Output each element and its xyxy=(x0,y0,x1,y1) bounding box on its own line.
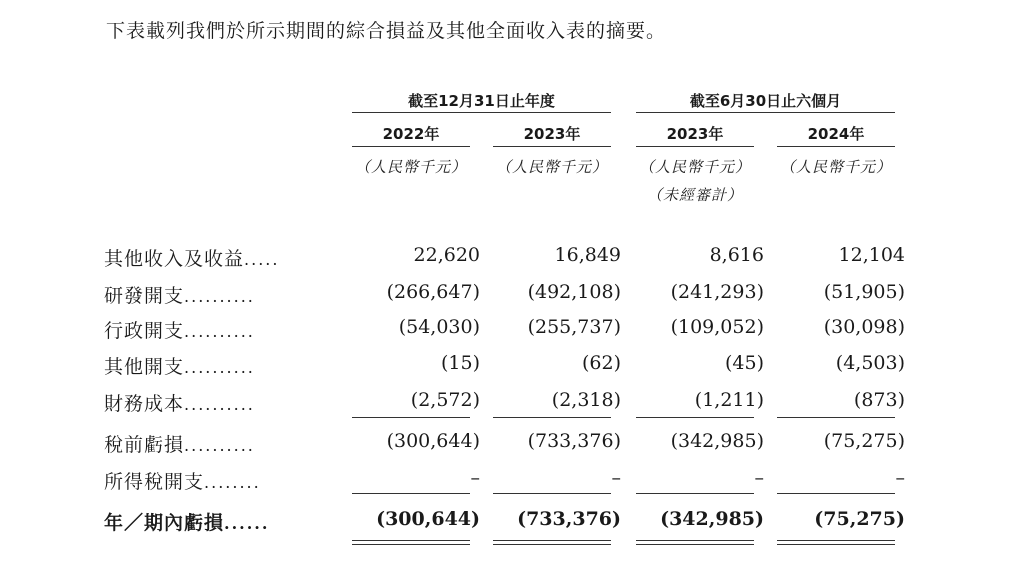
cell-value: (492,108) xyxy=(527,281,621,303)
cell-value: – xyxy=(895,467,905,489)
subtotal-rule xyxy=(352,417,470,418)
group-header-rule xyxy=(352,112,611,113)
total-rule xyxy=(777,493,895,494)
total-rule xyxy=(636,493,754,494)
cell-value: (1,211) xyxy=(694,389,764,411)
double-underline xyxy=(352,544,470,545)
year-header-2023-h1: 2023年 xyxy=(666,125,724,143)
double-underline xyxy=(493,544,611,545)
cell-value: (255,737) xyxy=(527,316,621,338)
cell-value: (51,905) xyxy=(823,281,905,303)
unit-label: （人民幣千元） xyxy=(638,158,751,176)
total-rule xyxy=(352,493,470,494)
intro-text: 下表載列我們於所示期間的綜合損益及其他全面收入表的摘要。 xyxy=(106,20,667,42)
unaudited-note: （未經審計） xyxy=(646,186,743,204)
cell-value: (300,644) xyxy=(376,508,480,530)
double-underline xyxy=(352,540,470,541)
year-header-rule xyxy=(493,146,611,147)
cell-value: (54,030) xyxy=(398,316,480,338)
unit-label: （人民幣千元） xyxy=(495,158,608,176)
subtotal-rule xyxy=(777,417,895,418)
cell-value: (2,318) xyxy=(551,389,621,411)
cell-value: 22,620 xyxy=(413,244,480,266)
row-label-income-tax: 所得稅開支........ xyxy=(104,471,261,493)
unit-label: （人民幣千元） xyxy=(779,158,892,176)
cell-value: (241,293) xyxy=(670,281,764,303)
row-label-rnd-expenses: 研發開支.......... xyxy=(104,285,255,307)
cell-value: (75,275) xyxy=(814,508,905,530)
cell-value: (342,985) xyxy=(670,430,764,452)
cell-value: (75,275) xyxy=(823,430,905,452)
double-underline xyxy=(636,544,754,545)
cell-value: 16,849 xyxy=(554,244,621,266)
unit-label: （人民幣千元） xyxy=(354,158,467,176)
cell-value: 12,104 xyxy=(838,244,905,266)
cell-value: (300,644) xyxy=(386,430,480,452)
cell-value: (109,052) xyxy=(670,316,764,338)
cell-value: (342,985) xyxy=(660,508,764,530)
double-underline xyxy=(636,540,754,541)
group-header-six-months: 截至6月30日止六個月 xyxy=(689,92,842,110)
group-header-rule xyxy=(636,112,895,113)
double-underline xyxy=(493,540,611,541)
cell-value: (30,098) xyxy=(823,316,905,338)
row-label-finance-costs: 財務成本.......... xyxy=(104,393,255,415)
cell-value: (15) xyxy=(440,352,480,374)
cell-value: (266,647) xyxy=(386,281,480,303)
year-header-2024-h1: 2024年 xyxy=(807,125,865,143)
year-header-rule xyxy=(352,146,470,147)
cell-value: – xyxy=(611,467,621,489)
cell-value: (45) xyxy=(724,352,764,374)
row-label-admin-expenses: 行政開支.......... xyxy=(104,320,255,342)
row-label-loss-for-period: 年／期內虧損...... xyxy=(104,512,270,534)
group-header-year: 截至12月31日止年度 xyxy=(408,92,555,110)
double-underline xyxy=(777,540,895,541)
cell-value: (2,572) xyxy=(410,389,480,411)
cell-value: (4,503) xyxy=(835,352,905,374)
cell-value: 8,616 xyxy=(709,244,764,266)
total-rule xyxy=(493,493,611,494)
row-label-other-income: 其他收入及收益..... xyxy=(104,248,280,270)
year-header-2022: 2022年 xyxy=(382,125,440,143)
double-underline xyxy=(777,544,895,545)
subtotal-rule xyxy=(493,417,611,418)
year-header-2023: 2023年 xyxy=(523,125,581,143)
year-header-rule xyxy=(777,146,895,147)
subtotal-rule xyxy=(636,417,754,418)
row-label-other-expenses: 其他開支.......... xyxy=(104,356,255,378)
cell-value: (62) xyxy=(581,352,621,374)
cell-value: – xyxy=(470,467,480,489)
cell-value: (733,376) xyxy=(527,430,621,452)
cell-value: – xyxy=(754,467,764,489)
row-label-loss-before-tax: 稅前虧損.......... xyxy=(104,434,255,456)
year-header-rule xyxy=(636,146,754,147)
cell-value: (873) xyxy=(853,389,905,411)
cell-value: (733,376) xyxy=(517,508,621,530)
